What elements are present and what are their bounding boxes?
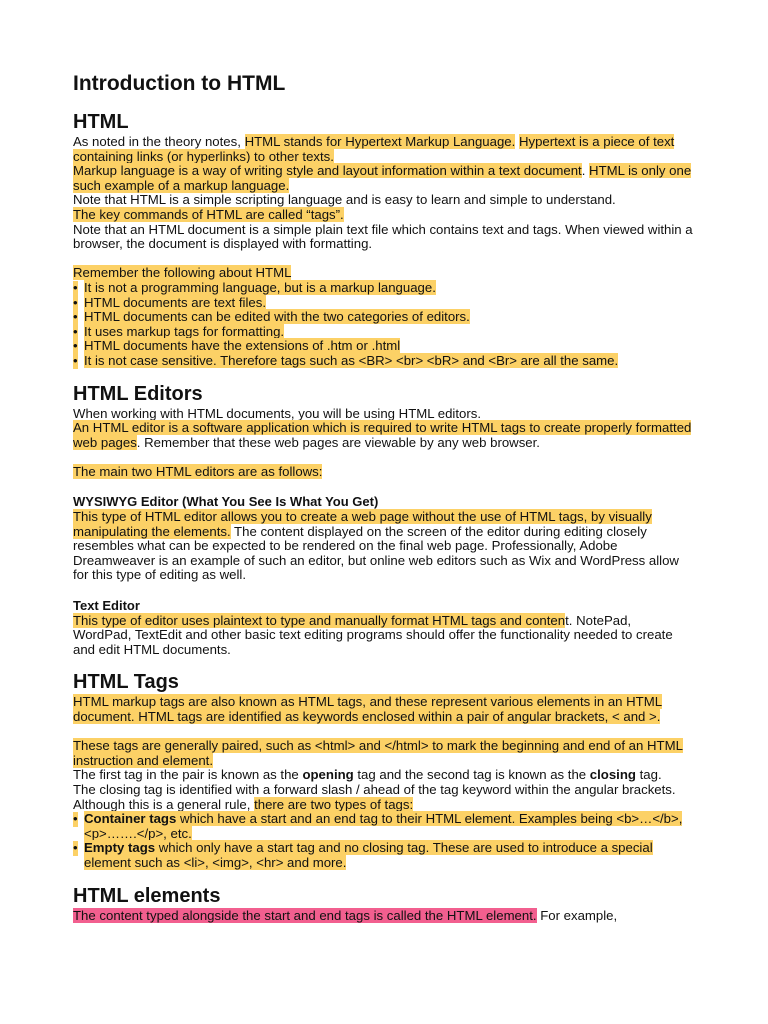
html-paragraph-4: The key commands of HTML are called “tags”.: [73, 206, 344, 222]
section-heading-editors: HTML Editors: [73, 382, 203, 405]
editors-paragraph-3: The main two HTML editors are as follows:: [73, 463, 323, 479]
tag-types-list: [73, 812, 693, 870]
text-editor-heading: Text Editor: [73, 597, 140, 613]
list-item: • It uses markup tags for formatting.: [73, 325, 693, 340]
text-editor-paragraph: This type of editor uses plaintext to type and manually format HTML tags and content. NotePad, WordPad, TextEdit and other basic text editing programs should offer the functionality needed to create and edit HTML documents.: [73, 612, 673, 657]
tags-paragraph-2: These tags are generally paired, such as <html> and </html> to mark the beginning and end of an HTML instruction and element.: [73, 738, 683, 768]
list-item: • HTML documents are text files.: [73, 296, 693, 311]
list-item: • Empty tags which only have a start tag and no closing tag. These are used to introduce a special element such as <li>, <img>, <hr> and more.: [73, 841, 693, 870]
wysiwyg-heading: WYSIWYG Editor (What You See Is What You Get): [73, 494, 379, 510]
list-item: • It is not case sensitive. Therefore tags such as <BR> <br> <bR> and <Br> are all the same.: [73, 354, 693, 369]
html-paragraph-5: Note that an HTML document is a simple plain text file which contains text and tags. When viewed within a browser, the document is displayed with formatting.: [73, 221, 693, 252]
elements-paragraph-1: The content typed alongside the start and end tags is called the HTML element. For example,: [73, 907, 618, 923]
list-item: • It is not a programming language, but is a markup language.: [73, 281, 693, 296]
html-paragraph-1: As noted in the theory notes, HTML stands for Hypertext Markup Language. Hypertext is a piece of text containing links (or hyperlinks) to other texts.: [73, 134, 675, 164]
editors-paragraph-2: An HTML editor is a software application which is required to write HTML tags to create properly formatted web pages. Remember that these web pages are viewable by any web browser.: [73, 420, 692, 450]
tags-paragraph-1: HTML markup tags are also known as HTML tags, and these represent various elements in an HTML document. HTML tags are identified as keywords enclosed within a pair of angular brackets, < and >.: [73, 694, 663, 724]
editors-paragraph-1: When working with HTML documents, you will be using HTML editors.: [73, 405, 481, 421]
page-title: Introduction to HTML: [73, 72, 286, 95]
tags-paragraph-4: The closing tag is identified with a forward slash / ahead of the tag keyword within the angular brackets. Although this is a general rule, there are two types of tags:: [73, 781, 676, 812]
tags-paragraph-3: The first tag in the pair is known as the opening tag and the second tag is known as the closing tag.: [73, 767, 662, 783]
remember-line: Remember the following about HTML: [73, 265, 292, 281]
remember-list: [73, 281, 693, 369]
list-item: • HTML documents have the extensions of .htm or .html: [73, 339, 693, 354]
list-item: • Container tags which have a start and an end tag to their HTML element. Examples being <b>…</b>, <p>…….</p>, etc.: [73, 812, 693, 841]
section-heading-elements: HTML elements: [73, 884, 221, 907]
section-heading-tags: HTML Tags: [73, 671, 179, 694]
list-item: • HTML documents can be edited with the two categories of editors.: [73, 310, 693, 325]
section-heading-html: HTML: [73, 111, 129, 133]
html-paragraph-3: Note that HTML is a simple scripting language and is easy to learn and simple to understand.: [73, 192, 616, 208]
html-paragraph-2: Markup language is a way of writing style and layout information within a text document. HTML is only one such example of a markup language.: [73, 163, 692, 193]
wysiwyg-paragraph: This type of HTML editor allows you to create a web page without the use of HTML tags, by visually manipulating the elements. The content displayed on the screen of the editor during editing closely resembles what can be expected to be rendered on the final web page. Professionally, Adobe Dreamweaver is an example of such an editor, but online web editors such as Wix and WordPress allow for this type of editing as well.: [73, 509, 679, 583]
